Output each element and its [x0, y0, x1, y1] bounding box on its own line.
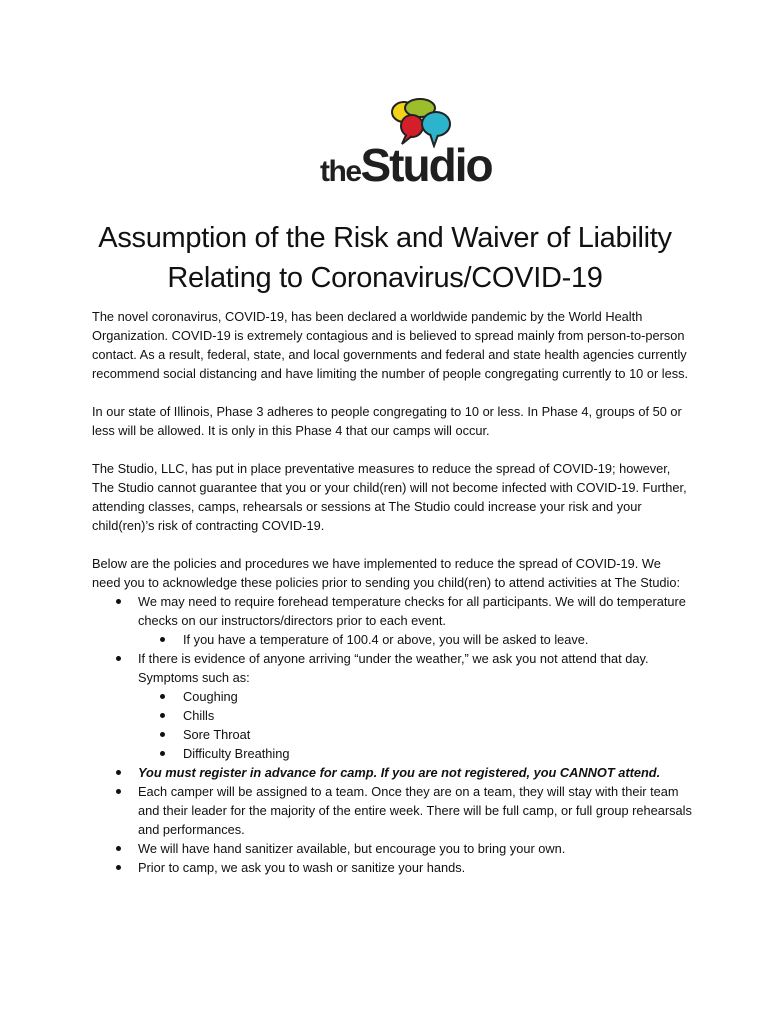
list-item	[138, 725, 692, 744]
studio-logo	[318, 96, 492, 196]
policy-temperature-checks: We may need to require forehead temperature checks for all participants. We will do temperature checks on our instructors/directors prior to each event.	[138, 594, 686, 628]
symptoms-list	[138, 687, 692, 763]
logo-wordmark	[320, 138, 492, 192]
paragraph-pandemic: The novel coronavirus, COVID-19, has been declared a worldwide pandemic by the World Health Organization. COVID-19 is extremely contagious and is believed to spread mainly from person-to-person contact. As a result, federal, state, and local governments and federal and state health agencies currently recommend social distancing and have limiting the number of people congregating currently to 10 or less.	[92, 309, 689, 381]
policies-list	[92, 592, 692, 877]
symptom-coughing: Coughing	[183, 689, 238, 704]
list-item	[92, 649, 692, 763]
list-item	[92, 858, 692, 877]
sub-list	[138, 630, 692, 649]
list-item	[138, 687, 692, 706]
title-line-2: Relating to Coronavirus/COVID-19	[167, 262, 603, 294]
policy-temperature-threshold: If you have a temperature of 100.4 or above, you will be asked to leave.	[183, 632, 589, 647]
policy-under-the-weather: If there is evidence of anyone arriving “under the weather,” we ask you not attend that day. Symptoms such as:	[138, 651, 649, 685]
list-item	[138, 706, 692, 725]
paragraph-preventative-measures: The Studio, LLC, has put in place preventative measures to reduce the spread of COVID-19; however, The Studio cannot guarantee that you or your child(ren) will not become infected with COVID-19. Further, attending classes, camps, rehearsals or sessions at The Studio could increase your risk and your child(ren)’s risk of contracting COVID-19.	[92, 461, 687, 533]
symptom-difficulty-breathing: Difficulty Breathing	[183, 746, 290, 761]
policy-hand-sanitizer: We will have hand sanitizer available, but encourage you to bring your own.	[138, 841, 566, 856]
list-item	[92, 592, 692, 649]
logo-text-the: the	[320, 155, 361, 188]
list-item	[92, 782, 692, 839]
paragraph-illinois-phases: In our state of Illinois, Phase 3 adheres to people congregating to 10 or less. In Phase 4, groups of 50 or less will be allowed. It is only in this Phase 4 that our camps will occur.	[92, 404, 682, 438]
list-item	[138, 630, 692, 649]
symptom-chills: Chills	[183, 708, 215, 723]
logo-text-studio: Studio	[360, 139, 492, 191]
title-line-1: Assumption of the Risk and Waiver of Liability	[98, 222, 672, 254]
paragraph-policies-intro: Below are the policies and procedures we have implemented to reduce the spread of COVID-19. We need you to acknowledge these policies prior to sending you child(ren) to attend activities at The Studio:	[92, 556, 681, 590]
policy-register-in-advance: You must register in advance for camp. If you are not registered, you CANNOT attend.	[138, 765, 661, 780]
list-item	[92, 839, 692, 858]
policy-team-assignment: Each camper will be assigned to a team. Once they are on a team, they will stay with their team and their leader for the majority of the entire week. There will be full camp, or full group rehearsals and performances.	[138, 784, 692, 837]
list-item	[138, 744, 692, 763]
document-body	[92, 307, 692, 877]
policy-wash-hands: Prior to camp, we ask you to wash or sanitize your hands.	[138, 860, 466, 875]
list-item	[92, 763, 692, 782]
document-title	[60, 218, 710, 298]
symptom-sore-throat: Sore Throat	[183, 727, 251, 742]
